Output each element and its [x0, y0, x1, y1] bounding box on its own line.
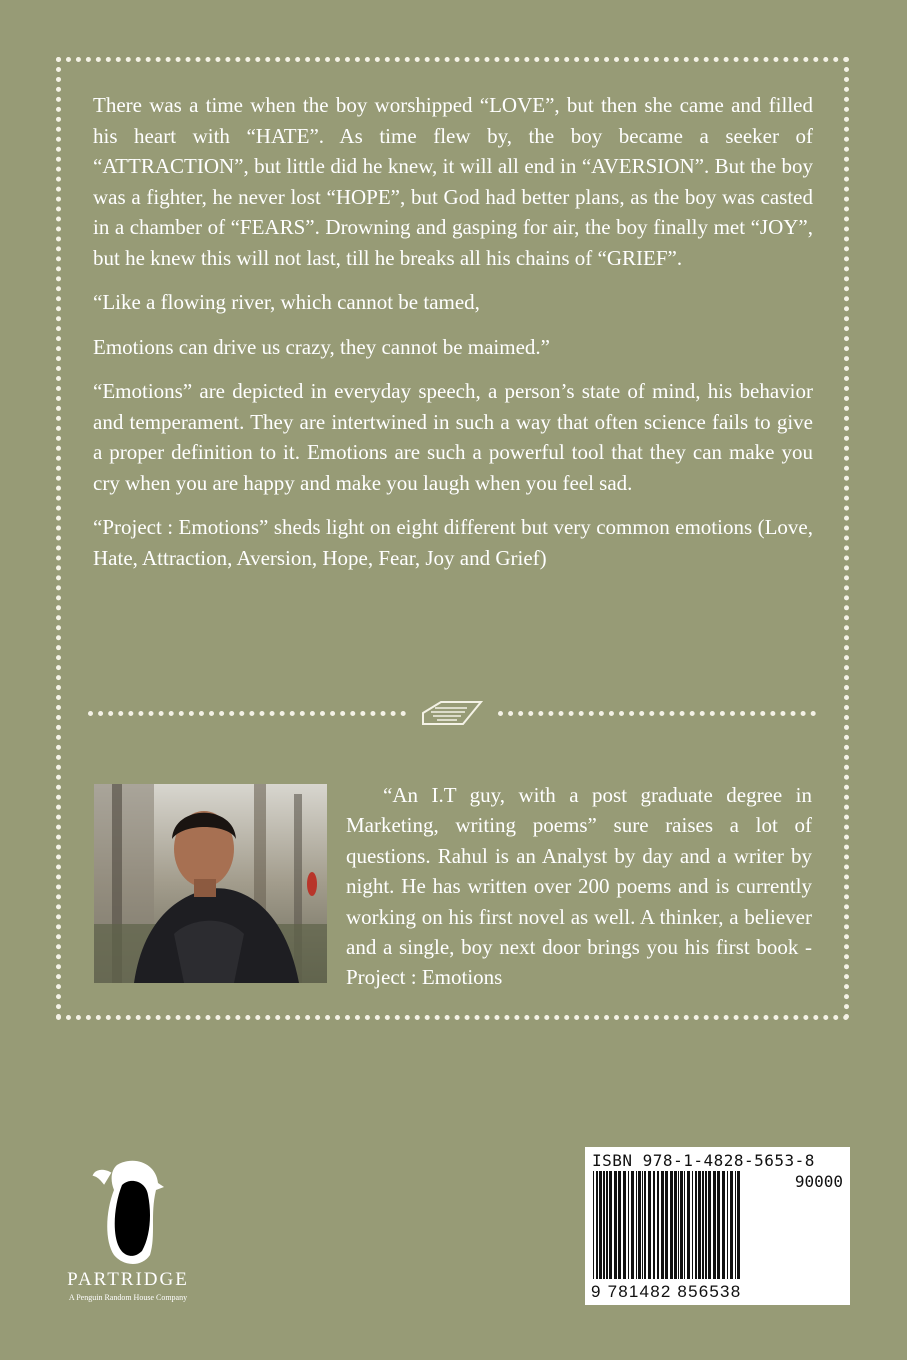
divider-dots-right [498, 711, 816, 716]
barcode-bar [695, 1171, 697, 1279]
author-bio [346, 780, 812, 993]
barcode-bar [614, 1171, 617, 1279]
publisher-name: PARTRIDGE [67, 1269, 189, 1290]
blurb-paragraph-3: “Project : Emotions” sheds light on eight different but very common emotions (Love, Hate, Attraction, Aversion, Hope, Fear, Joy and Grief) [93, 515, 813, 570]
barcode-bar [661, 1171, 664, 1279]
author-bio-text: “An I.T guy, with a post graduate degree in Marketing, writing poems” sure raises a lot of questions. Rahul is an Analyst by day and a writer by night. He has written over 200 poems and is currently working on his first novel as well. A thinker, a believer and a single, boy next door brings you his first book - Project : Emotions [346, 783, 812, 990]
barcode-bar [702, 1171, 704, 1279]
barcode-bar [653, 1171, 655, 1279]
barcode-bar [692, 1171, 693, 1279]
barcode-bar [623, 1171, 626, 1279]
barcode-bar [717, 1171, 720, 1279]
diamond-ornament-icon [421, 700, 483, 726]
barcode-bar [722, 1171, 725, 1279]
barcode-bar [657, 1171, 659, 1279]
barcode-bar [642, 1171, 643, 1279]
barcode-bar [727, 1171, 728, 1279]
barcode-bars [593, 1171, 793, 1281]
barcode-bar [599, 1171, 602, 1279]
section-divider [88, 700, 816, 726]
isbn-label: ISBN 978-1-4828-5653-8 [592, 1151, 815, 1170]
barcode-bar [593, 1171, 594, 1279]
divider-dots-left [88, 711, 406, 716]
barcode-bar [631, 1171, 634, 1279]
blurb-quote-line-1: “Like a flowing river, which cannot be tamed, [93, 290, 480, 314]
barcode-bar [684, 1171, 685, 1279]
barcode-bar [708, 1171, 711, 1279]
barcode-bar [638, 1171, 641, 1279]
barcode-bar [609, 1171, 612, 1279]
barcode-bar [713, 1171, 716, 1279]
isbn-digits: 9 781482 856538 [591, 1282, 742, 1301]
barcode-bar [606, 1171, 608, 1279]
barcode-bar [670, 1171, 673, 1279]
barcode-bar [603, 1171, 605, 1279]
barcode-bar [735, 1171, 736, 1279]
blurb-quote-line-2: Emotions can drive us crazy, they cannot be maimed.” [93, 334, 550, 359]
barcode-bar [596, 1171, 598, 1279]
barcode-bar [730, 1171, 733, 1279]
price-code: 90000 [794, 1172, 843, 1191]
barcode-bar [680, 1171, 683, 1279]
back-cover-blurb [93, 90, 813, 587]
barcode-bar [636, 1171, 637, 1279]
barcode-bar [737, 1171, 740, 1279]
barcode-bar [648, 1171, 651, 1279]
barcode-bar [628, 1171, 629, 1279]
publisher-tagline: A Penguin Random House Company [68, 1293, 188, 1302]
barcode-bar [665, 1171, 668, 1279]
blurb-paragraph-2: “Emotions” are depicted in everyday speech, a person’s state of mind, his behavior and temperament. They are intertwined in such a way that often science fails to give a proper definition to it. Emotions are such a powerful tool that they can make you cry when you are happy and make you laugh when you feel sad. [93, 379, 813, 495]
author-photo [94, 784, 327, 983]
barcode-bar [674, 1171, 677, 1279]
barcode-bar [644, 1171, 646, 1279]
barcode-bar [705, 1171, 707, 1279]
barcode-bar [687, 1171, 690, 1279]
barcode-bar [678, 1171, 679, 1279]
blurb-paragraph-1: There was a time when the boy worshipped “LOVE”, but then she came and filled his heart with “HATE”. As time flew by, the boy became a seeker of “ATTRACTION”, but little did he knew, it will all end in “AVERSION”. But the boy was a fighter, he never lost “HOPE”, but God had better plans, as the boy was casted in a chamber of “FEARS”. Drowning and gasping for air, the boy finally met “JOY”, but he knew this will not last, till he breaks all his chains of “GRIEF”. [93, 93, 813, 270]
barcode-bar [698, 1171, 701, 1279]
barcode-bar [618, 1171, 621, 1279]
isbn-barcode [585, 1147, 850, 1305]
